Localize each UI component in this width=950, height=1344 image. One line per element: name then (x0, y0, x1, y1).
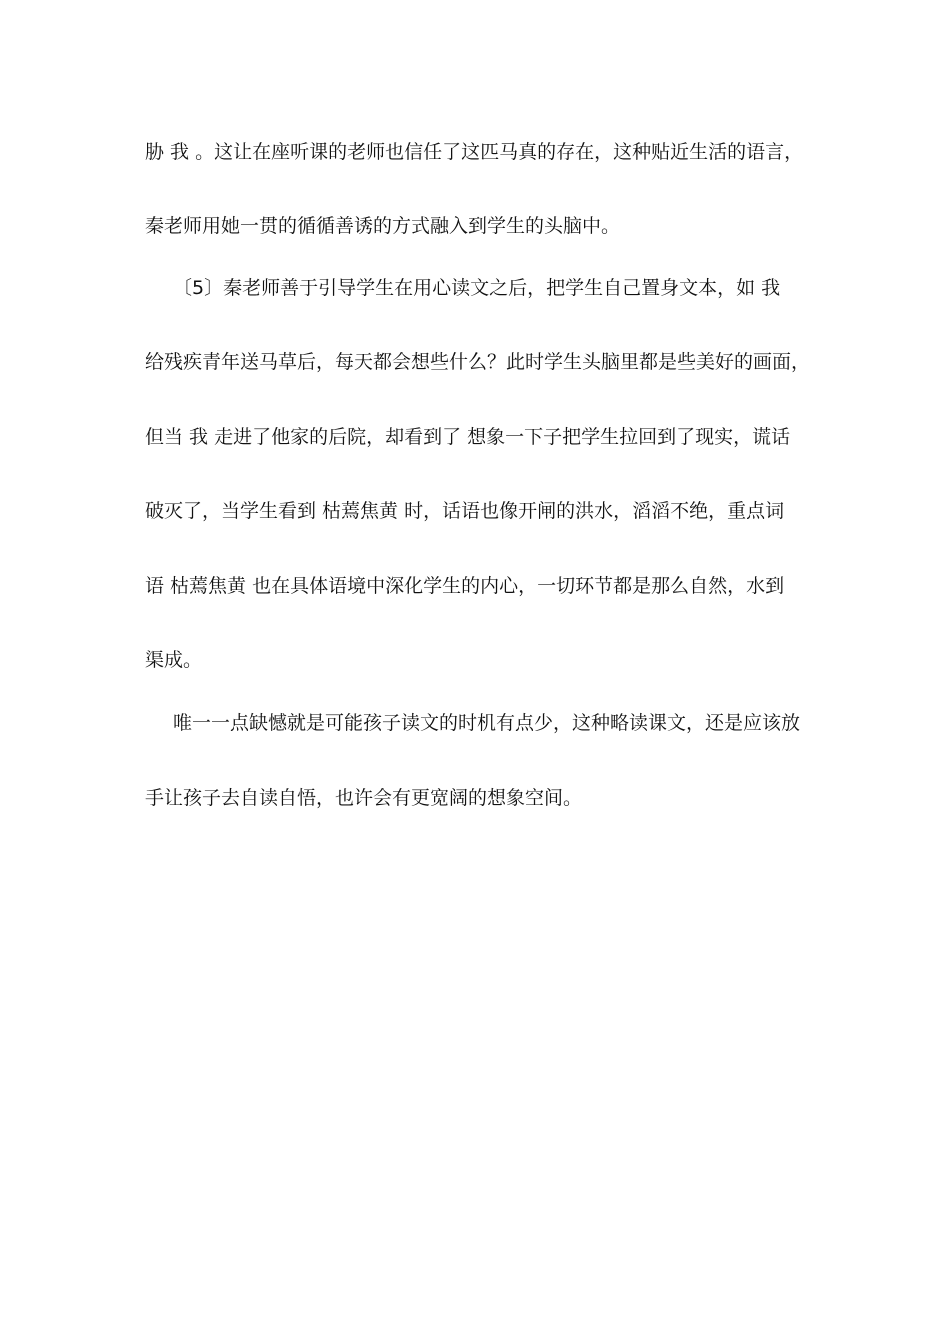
paragraph-2-line-2: 给残疾青年送马草后，每天都会想些什么？此时学生头脑里都是些美好的画面， (145, 351, 810, 373)
paragraph-2-line-4: 破灭了，当学生看到 枯蔫焦黄 时，话语也像开闸的洪水，滔滔不绝，重点词 (145, 500, 785, 522)
paragraph-3-line-2: 手让孩子去自读自悟，也许会有更宽阔的想象空间。 (145, 787, 583, 809)
paragraph-2-line-1: 〔5〕秦老师善于引导学生在用心读文之后，把学生自己置身文本，如 我 (173, 277, 781, 299)
paragraph-1-line-1: 胁 我 。这让在座听课的老师也信任了这匹马真的存在，这种贴近生活的语言， (145, 141, 804, 163)
paragraph-2-line-5: 语 枯蔫焦黄 也在具体语境中深化学生的内心，一切环节都是那么自然，水到 (145, 575, 785, 597)
paragraph-3-line-1: 唯一一点缺憾就是可能孩子读文的时机有点少，这种略读课文，还是应该放 (173, 712, 801, 734)
paragraph-2-line-6: 渠成。 (145, 649, 203, 671)
paragraph-2-line-3: 但当 我 走进了他家的后院，却看到了 想象一下子把学生拉回到了现实，谎话 (145, 426, 791, 448)
paragraph-1-line-2: 秦老师用她一贯的循循善诱的方式融入到学生的头脑中。 (145, 215, 621, 237)
